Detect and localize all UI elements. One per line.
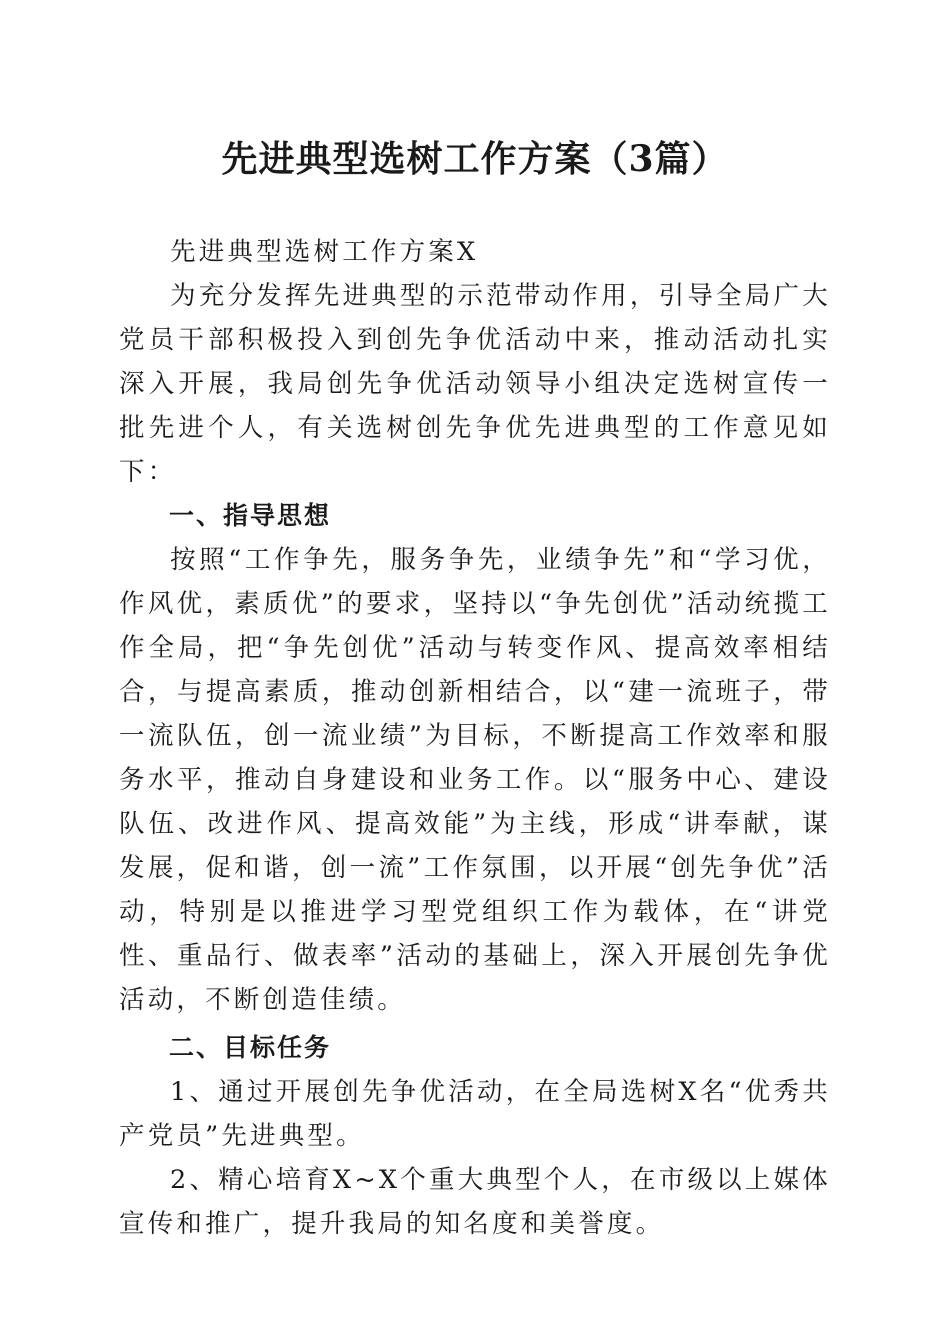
- guiding-thought-paragraph: 按照“工作争先，服务争先，业绩争先”和“学习优，作风优，素质优”的要求，坚持以“争先创优”活动统揽工作全局，把“争先创优”活动与转变作风、提高效率相结合，与提高素质，推动创新相结合，以“建一流班子，带一流队伍，创一流业绩”为目标，不断提高工作效率和服务水平，推动自身建设和业务工作。以“服务中心、建设队伍、改进作风、提高效能”为主线，形成“讲奉献，谋发展，促和谐，创一流”工作氛围，以开展“创先争优”活动，特别是以推进学习型党组织工作为载体，在“讲党性、重品行、做表率”活动的基础上，深入开展创先争优活动，不断创造佳绩。: [119, 545, 831, 1015]
- document-title: 先进典型选树工作方案（3篇）: [221, 138, 729, 180]
- intro-paragraph: 为充分发挥先进典型的示范带动作用，引导全局广大党员干部积极投入到创先争优活动中来，推动活动扎实深入开展，我局创先争优活动领导小组决定选树宣传一批先进个人，有关选树创先争优先进典型的工作意见如下：: [119, 281, 831, 487]
- section-heading-goals: 二、目标任务: [169, 1033, 332, 1062]
- section-heading-guiding-thought: 一、指导思想: [169, 501, 332, 530]
- goal-item-1: 1、通过开展创先争优活动，在全局选树X名“优秀共产党员”先进典型。: [119, 1077, 831, 1151]
- goal-item-2: 2、精心培育X~X个重大典型个人，在市级以上媒体宣传和推广，提升我局的知名度和美誉度。: [119, 1165, 831, 1239]
- document-body: [119, 230, 831, 1246]
- document-subtitle: 先进典型选树工作方案X: [170, 237, 479, 267]
